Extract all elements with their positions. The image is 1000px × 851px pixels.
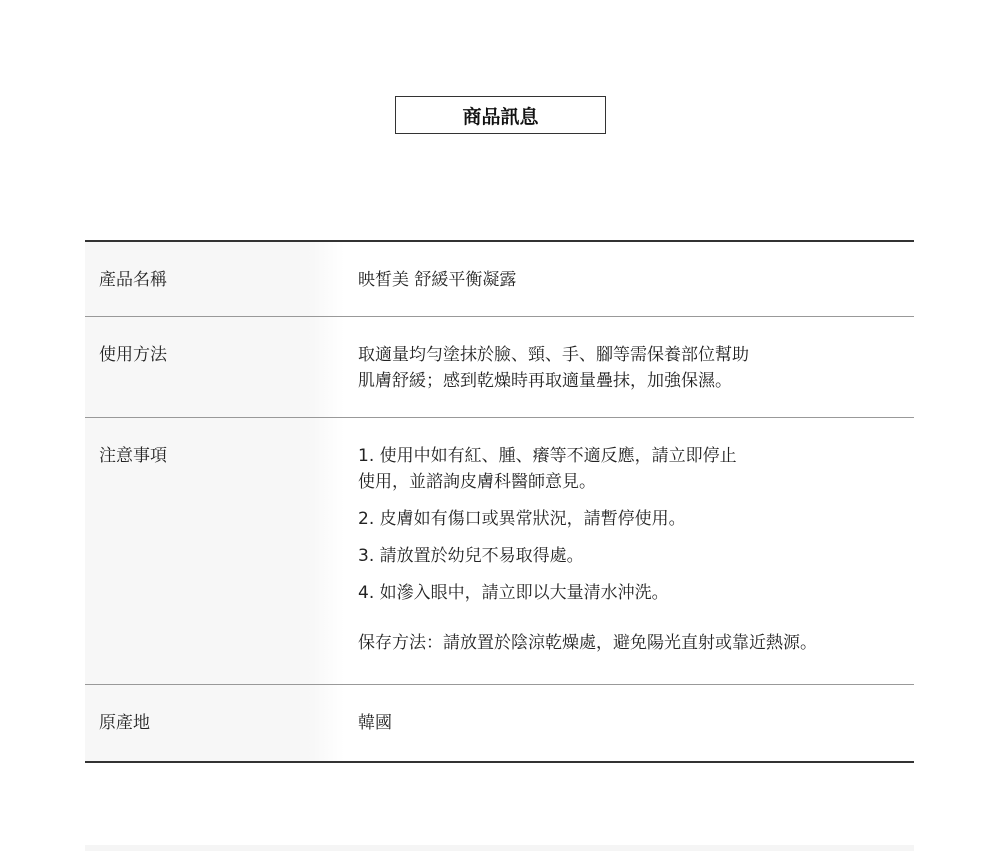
precaution-line: 4. 如滲入眼中，請立即以大量清水沖洗。 [358,583,669,603]
precaution-item [358,443,914,495]
row-label-precautions: 注意事項 [85,418,308,684]
usage-line: 取適量均勻塗抹於臉、頸、手、腳等需保養部位幫助 [358,345,749,365]
precaution-line: 2. 皮膚如有傷口或異常狀況，請暫停使用。 [358,509,686,529]
precaution-line: 3. 請放置於幼兒不易取得處。 [358,546,584,566]
product-info-table [85,240,914,763]
precaution-line: 使用，並諮詢皮膚科醫師意見。 [358,472,596,492]
table-row [85,242,914,317]
table-row [85,685,914,761]
table-row [85,418,914,685]
row-label-product-name: 產品名稱 [85,242,308,316]
precaution-item [358,506,914,532]
row-value-precautions [308,418,914,684]
table-row [85,317,914,418]
row-label-origin: 原產地 [85,685,308,761]
row-value-product-name: 映皙美 舒緩平衡凝露 [308,242,914,316]
row-value-usage [308,317,914,417]
storage-method: 保存方法：請放置於陰涼乾燥處，避免陽光直射或靠近熱源。 [358,633,817,653]
precaution-line: 1. 使用中如有紅、腫、癢等不適反應，請立即停止 [358,446,737,466]
section-title: 商品訊息 [395,96,606,134]
precaution-item [358,543,914,569]
row-value-origin: 韓國 [308,685,914,761]
precaution-item [358,580,914,606]
row-label-usage: 使用方法 [85,317,308,417]
next-section-edge [85,845,914,851]
usage-line: 肌膚舒緩；感到乾燥時再取適量疊抹，加強保濕。 [358,371,732,391]
